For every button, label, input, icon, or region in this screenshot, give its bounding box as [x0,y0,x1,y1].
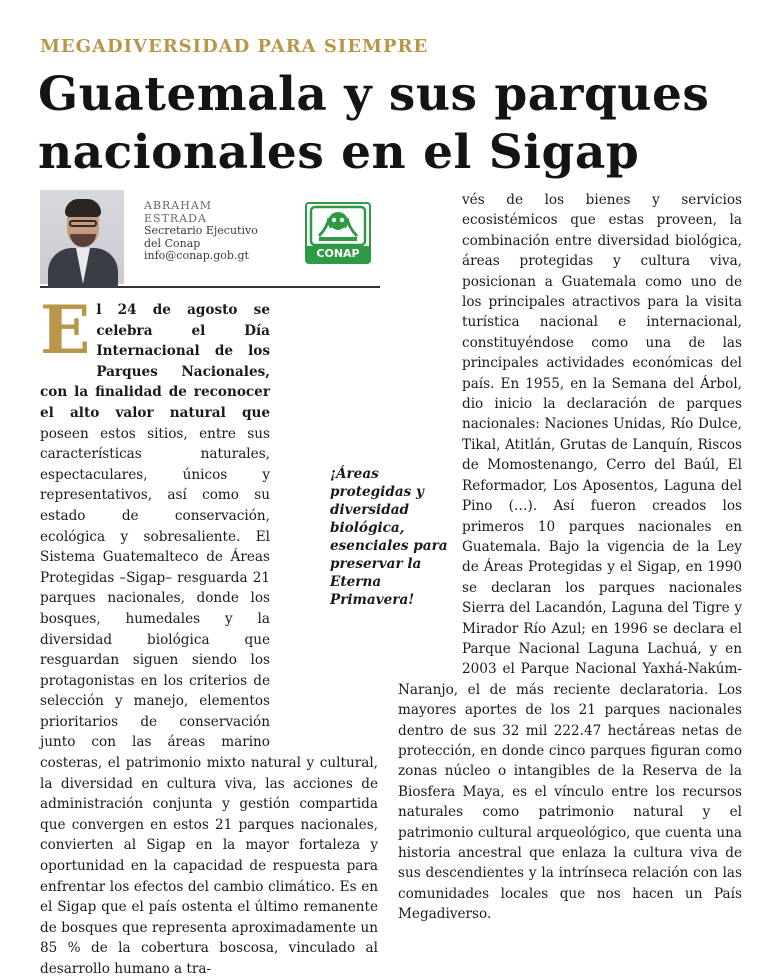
body-text-left: poseen estos sitios, entre sus características naturales, espectaculares, únicos y representativos, así como su estado de conservación, ecológica y sobresaliente. El Sistema Guatemalteco de Áreas Protegidas –Sigap– resguarda 21 parques nacionales, donde los bosques, humedales y la diversidad biológica que resguardan siguen siendo los protagonistas en los criterios de selección y manejo, elementos prioritarios de conservación junto con las áreas marino costeras, el patrimonio mixto natural y cultural, la diversidad en cultura viva, las acciones de administración conjunta y gestión compartida que convergen en estos 21 parques nacionales, convierten al Sigap en la mayor fortaleza y oportunidad en la capacidad de respuesta para enfrentar los efectos del cambio climático. Es en el Sigap que el país ostenta el último remanente de bosques que representa aproximadamente un 85 % de la cobertura boscosa, vinculado al desarrollo humano a tra- [40,425,378,977]
author-first-name: ABRAHAM [144,199,213,212]
body-text-right: vés de los bienes y servicios ecosistémicos que estas proveen, la combinación entre diversidad biológica, áreas protegidas y cultura viva, posicionan a Guatemala como uno de los principales atractivos para la visita turística nacional e internacional, constituyéndose como una de las principales actividades económicas del país. En 1955, en la Semana del Árbol, dio inicio la declaración de parques nacionales: Naciones Unidas, Río Dulce, Tikal, Atitlán, Grutas de Lanquín, Riscos de Momostenango, Cerro del Baúl, El Reformador, Los Aposentos, Laguna del Pino (…). Así fueron creados los primeros 10 parques nacionales en Guatemala. Bajo la vigencia de la Ley de Áreas Protegidas y el Sigap, en 1990 se declaran los parques nacionales Sierra del Lacandón, Laguna del Tigre y Mirador Río Azul; en 1996 se declara el Parque Nacional Laguna Lachuá, y en 2003 el Parque Nacional Yaxhá-Nakúm-Naranjo, el de más reciente declaratoria. Los mayores aportes de los 21 parques nacionales dentro de sus 32 mil 222.47 hectáreas netas de protección, en donde cinco parques figuran como zonas núcleo o intangibles de la Reserva de la Biosfera Maya, es el vínculo entre los recursos naturales como patrimonio natural y el patrimonio cultural arqueológico, que cuenta una historia ancestral que enlaza la cultura viva de sus descendientes y la intrínseca relación con las comunidades locales que nos hacen un País Megadiverso. [398,192,742,923]
author-info [144,200,284,263]
author-email: info@conap.gob.gt [144,249,249,262]
article-headline [38,66,738,182]
headline-line-2: nacionales en el Sigap [38,125,640,180]
pullquote: ¡Áreas protegidas y diversidad biológica, esenciales para preservar la Eterna Primavera! [330,466,448,608]
article-kicker: MEGADIVERSIDAD PARA SIEMPRE [40,36,429,57]
lead-paragraph: l 24 de agosto se celebra el Día Internacional de los Parques Nacionales, con la finalidad de reconocer el alto valor natural que [40,302,270,421]
body-column-left [40,291,378,977]
drop-cap: E [40,291,91,369]
headline-line-1: Guatemala y sus parques [38,67,710,122]
author-last-name: ESTRADA [144,211,207,225]
author-role-line-1: Secretario Ejecutivo [144,224,258,237]
monkey-emblem-icon [307,204,369,248]
byline [40,190,380,288]
conap-logo [305,202,371,264]
logo-text: CONAP [307,246,369,262]
pullquote-space-right [398,394,462,660]
author-photo [40,190,124,284]
body-column-right [398,190,742,923]
author-role-line-2: del Conap [144,236,201,250]
